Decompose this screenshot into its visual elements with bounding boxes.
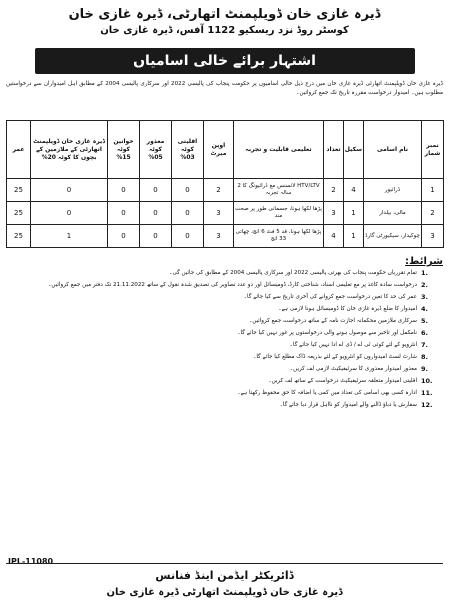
condition-text: امیدوار کا ضلع ڈیرہ غازی خان کا ڈومیسائل ہونا لازمی ہے۔ — [278, 306, 417, 312]
condition-number: 10. — [421, 377, 433, 385]
table-cell: 3 — [204, 202, 234, 225]
condition-number: 2. — [421, 281, 428, 289]
list-item — [6, 353, 443, 365]
condition-number: 4. — [421, 305, 428, 313]
table-cell: 1 — [422, 179, 444, 202]
condition-text: اقلیتی امیدوار متعلقہ سرٹیفیکیٹ درخواست کے ساتھ لف کریں۔ — [268, 378, 417, 384]
table-cell: 0 — [172, 202, 204, 225]
vacancy-banner: اشتہار برائے خالی اسامیاں — [35, 48, 415, 74]
table-cell: 2 — [204, 179, 234, 202]
condition-text: معذور امیدوار معذوری کا سرٹیفیکیٹ لازمی لف کریں۔ — [289, 366, 417, 372]
table-cell: 3 — [204, 225, 234, 248]
condition-text: شارٹ لسٹ امیدواروں کو انٹرویو کے لئے بذریعہ ڈاک مطلع کیا جائے گا۔ — [253, 354, 417, 360]
list-item — [6, 341, 443, 353]
list-item — [6, 401, 443, 413]
table-cell: 0 — [140, 202, 172, 225]
table-cell: 0 — [108, 202, 140, 225]
condition-number: 1. — [421, 269, 428, 277]
condition-text: تمام تقرریاں حکومت پنجاب کی بھرتی پالیسی 2022 اور سرکاری پالیسی 2004 کے مطابق کی جائیں گی۔ — [169, 270, 417, 276]
table-cell: 4 — [324, 225, 344, 248]
vacancy-table — [6, 120, 444, 248]
signature-block — [6, 563, 443, 611]
list-item — [6, 377, 443, 389]
table-header-cell: ڈیرہ غازی خان ڈویلپمنٹ اتھارٹی کے ملازمین کے بچوں کا کوٹہ 20% — [31, 121, 108, 179]
table-cell: 3 — [422, 225, 444, 248]
table-cell: 0 — [140, 179, 172, 202]
table-cell: 0 — [31, 179, 108, 202]
table-header-cell: عمر — [7, 121, 31, 179]
table-row — [7, 202, 444, 225]
condition-text: عمر کی حد کا تعین درخواست جمع کروانے کی آخری تاریخ سے کیا جائے گا۔ — [243, 294, 417, 300]
condition-text: نامکمل اور تاخیر سے موصول ہونے والی درخواستوں پر غور نہیں کیا جائے گا۔ — [237, 330, 417, 336]
condition-text: سفارش یا دباؤ ڈالنے والے امیدوار کو نااہل قرار دیا جائے گا۔ — [279, 402, 417, 408]
condition-number: 3. — [421, 293, 428, 301]
table-cell: پڑھا لکھا ہونا، جسمانی طور پر صحت مند — [234, 202, 324, 225]
condition-number: 6. — [421, 329, 428, 337]
table-cell: 25 — [7, 202, 31, 225]
intro-paragraph: ڈیرہ غازی خان ڈویلپمنٹ اتھارٹی ڈیرہ غازی خان میں درج ذیل خالی اسامیوں پر حکومت پنجاب کی پالیسی 2022 اور سرکاری پالیسی 2004 کے مطابق اہل امیدواران سے درخواستیں مطلوب ہیں۔ امیدوار درخواست مقررہ تاریخ تک جمع کروائیں۔ — [6, 81, 443, 96]
condition-text: انٹرویو کے لئے کوئی ٹی اے / ڈی اے ادا نہیں کیا جائے گا۔ — [289, 342, 417, 348]
table-header-cell: معذور کوٹہ 05% — [140, 121, 172, 179]
table-cell: ڈرائیور — [364, 179, 422, 202]
signatory-office: ڈیرہ غازی خان ڈویلپمنٹ اتھارٹی ڈیرہ غازی خان — [106, 587, 343, 598]
table-cell: 25 — [7, 225, 31, 248]
list-item — [6, 293, 443, 305]
conditions-list — [6, 269, 443, 413]
list-item — [6, 305, 443, 317]
condition-text: ادارہ کسی بھی اسامی کی تعداد میں کمی یا اضافہ کا حق محفوظ رکھتا ہے۔ — [237, 390, 417, 396]
table-cell: 0 — [172, 225, 204, 248]
table-row — [7, 179, 444, 202]
table-row — [7, 225, 444, 248]
list-item — [6, 389, 443, 401]
condition-text: درخواست سادہ کاغذ پر مع تعلیمی اسناد، شناختی کارڈ، ڈومیسائل اور دو عدد تصاویر کی تصدیق شدہ نقول کے ساتھ 21.11.2022 تک دفتر میں جمع کروائیں۔ — [48, 282, 417, 288]
condition-number: 7. — [421, 341, 428, 349]
table-header-cell: تعداد — [324, 121, 344, 179]
ipl-number: IPL-11080 — [8, 557, 54, 566]
signatory-title: ڈائریکٹر ایڈمن اینڈ فنانس — [155, 569, 294, 582]
table-header-cell: نام اسامی — [364, 121, 422, 179]
table-header-cell: تعلیمی قابلیت و تجربہ — [234, 121, 324, 179]
table-cell: مالی، بیلدار — [364, 202, 422, 225]
condition-number: 11. — [421, 389, 433, 397]
table-cell: پڑھا لکھا ہونا، قد 5 فٹ 6 انچ، چھاتی 33 انچ — [234, 225, 324, 248]
table-cell: 25 — [7, 179, 31, 202]
table-cell: 2 — [422, 202, 444, 225]
condition-number: 5. — [421, 317, 428, 325]
table-cell: 0 — [140, 225, 172, 248]
conditions-title: شرائط: — [405, 256, 443, 267]
list-item — [6, 329, 443, 341]
table-cell: 1 — [31, 225, 108, 248]
table-header-cell: اوپن میرٹ — [204, 121, 234, 179]
table-header-cell: خواتین کوٹہ 15% — [108, 121, 140, 179]
list-item — [6, 281, 443, 293]
table-cell: 0 — [108, 225, 140, 248]
table-cell: 3 — [324, 202, 344, 225]
table-cell: 4 — [344, 179, 364, 202]
header-title: ڈیرہ غازی خان ڈویلپمنٹ اتھارٹی، ڈیرہ غازی خان — [68, 7, 381, 22]
header-address: کوسٹر روڈ نزد ریسکیو 1122 آفس، ڈیرہ غازی خان — [100, 25, 349, 36]
table-cell: HTV/LTV لائسنس مع ڈرائیونگ کا 2 سالہ تجربہ — [234, 179, 324, 202]
table-header-cell: سکیل — [344, 121, 364, 179]
table-header-cell: اقلیتی کوٹہ 03% — [172, 121, 204, 179]
condition-number: 12. — [421, 401, 433, 409]
table-cell: 1 — [344, 225, 364, 248]
table-header-cell: نمبر شمار — [422, 121, 444, 179]
condition-number: 8. — [421, 353, 428, 361]
condition-text: سرکاری ملازمین محکمانہ اجازت نامہ کے ساتھ درخواست جمع کروائیں۔ — [248, 318, 417, 324]
table-cell: چوکیدار، سیکیورٹی گارڈ — [364, 225, 422, 248]
condition-number: 9. — [421, 365, 428, 373]
list-item — [6, 269, 443, 281]
table-cell: 0 — [172, 179, 204, 202]
table-header-row — [7, 121, 444, 179]
table-cell: 1 — [344, 202, 364, 225]
table-cell: 2 — [324, 179, 344, 202]
table-cell: 0 — [31, 202, 108, 225]
list-item — [6, 317, 443, 329]
table-cell: 0 — [108, 179, 140, 202]
list-item — [6, 365, 443, 377]
